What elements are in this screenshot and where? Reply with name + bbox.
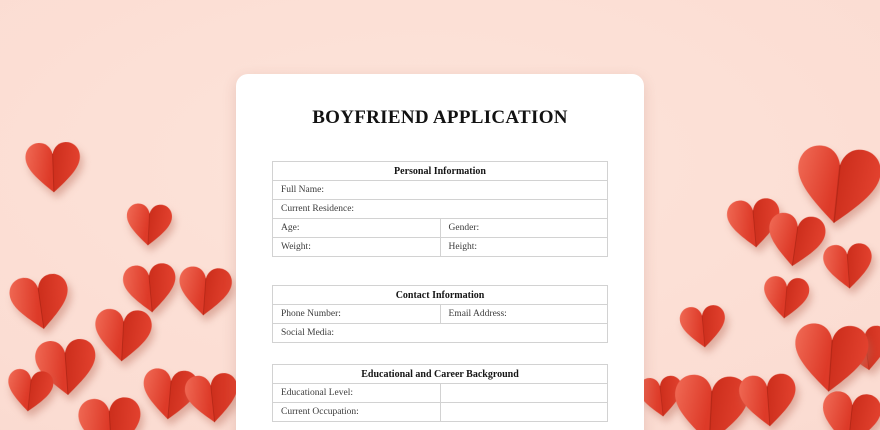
field-label-educational-level: Educational Level:: [281, 388, 354, 398]
field-label-height: Height:: [448, 242, 477, 252]
paper-heart-icon: [181, 368, 242, 427]
section-heading-educational-career: Educational and Career Background: [273, 365, 608, 384]
field-full-name[interactable]: [273, 181, 608, 200]
paper-heart-icon: [760, 272, 812, 322]
paper-heart-icon: [92, 304, 155, 364]
field-phone-number[interactable]: [273, 305, 441, 324]
field-value-current-occupation[interactable]: [440, 403, 608, 422]
paper-heart-icon: [23, 138, 83, 195]
paper-heart-icon: [820, 239, 875, 292]
paper-heart-icon: [124, 200, 174, 248]
field-label-social-media: Social Media:: [281, 328, 335, 338]
paper-heart-icon: [4, 365, 57, 416]
field-age[interactable]: [273, 219, 441, 238]
field-current-occupation[interactable]: [273, 403, 441, 422]
field-label-full-name: Full Name:: [281, 185, 325, 195]
paper-heart-icon: [75, 392, 144, 430]
field-label-gender: Gender:: [448, 223, 480, 233]
paper-heart-icon: [5, 268, 75, 335]
page-title: BOYFRIEND APPLICATION: [312, 107, 568, 128]
field-label-current-occupation: Current Occupation:: [281, 407, 359, 417]
field-label-current-residence: Current Residence:: [281, 204, 355, 214]
field-email-address[interactable]: [440, 305, 608, 324]
paper-heart-icon: [762, 207, 829, 272]
field-current-residence[interactable]: [273, 200, 608, 219]
section-heading-personal-information: Personal Information: [273, 162, 608, 181]
field-value-educational-level[interactable]: [440, 384, 608, 403]
field-label-phone-number: Phone Number:: [281, 309, 341, 319]
field-label-weight: Weight:: [281, 242, 311, 252]
field-social-media[interactable]: [273, 324, 608, 343]
field-gender[interactable]: [440, 219, 608, 238]
field-weight[interactable]: [273, 238, 441, 257]
field-educational-level[interactable]: [273, 384, 441, 403]
paper-heart-icon: [817, 386, 880, 430]
field-label-age: Age:: [281, 223, 300, 233]
paper-heart-icon: [677, 301, 729, 351]
field-label-email-address: Email Address:: [448, 309, 507, 319]
field-height[interactable]: [440, 238, 608, 257]
paper-heart-icon: [736, 369, 800, 430]
paper-heart-icon: [175, 262, 235, 319]
section-heading-contact-information: Contact Information: [273, 286, 608, 305]
document-page: [236, 74, 644, 430]
table-educational-career-background: [272, 364, 608, 422]
table-personal-information: [272, 161, 608, 257]
table-contact-information: [272, 285, 608, 343]
paper-heart-icon: [790, 317, 873, 396]
